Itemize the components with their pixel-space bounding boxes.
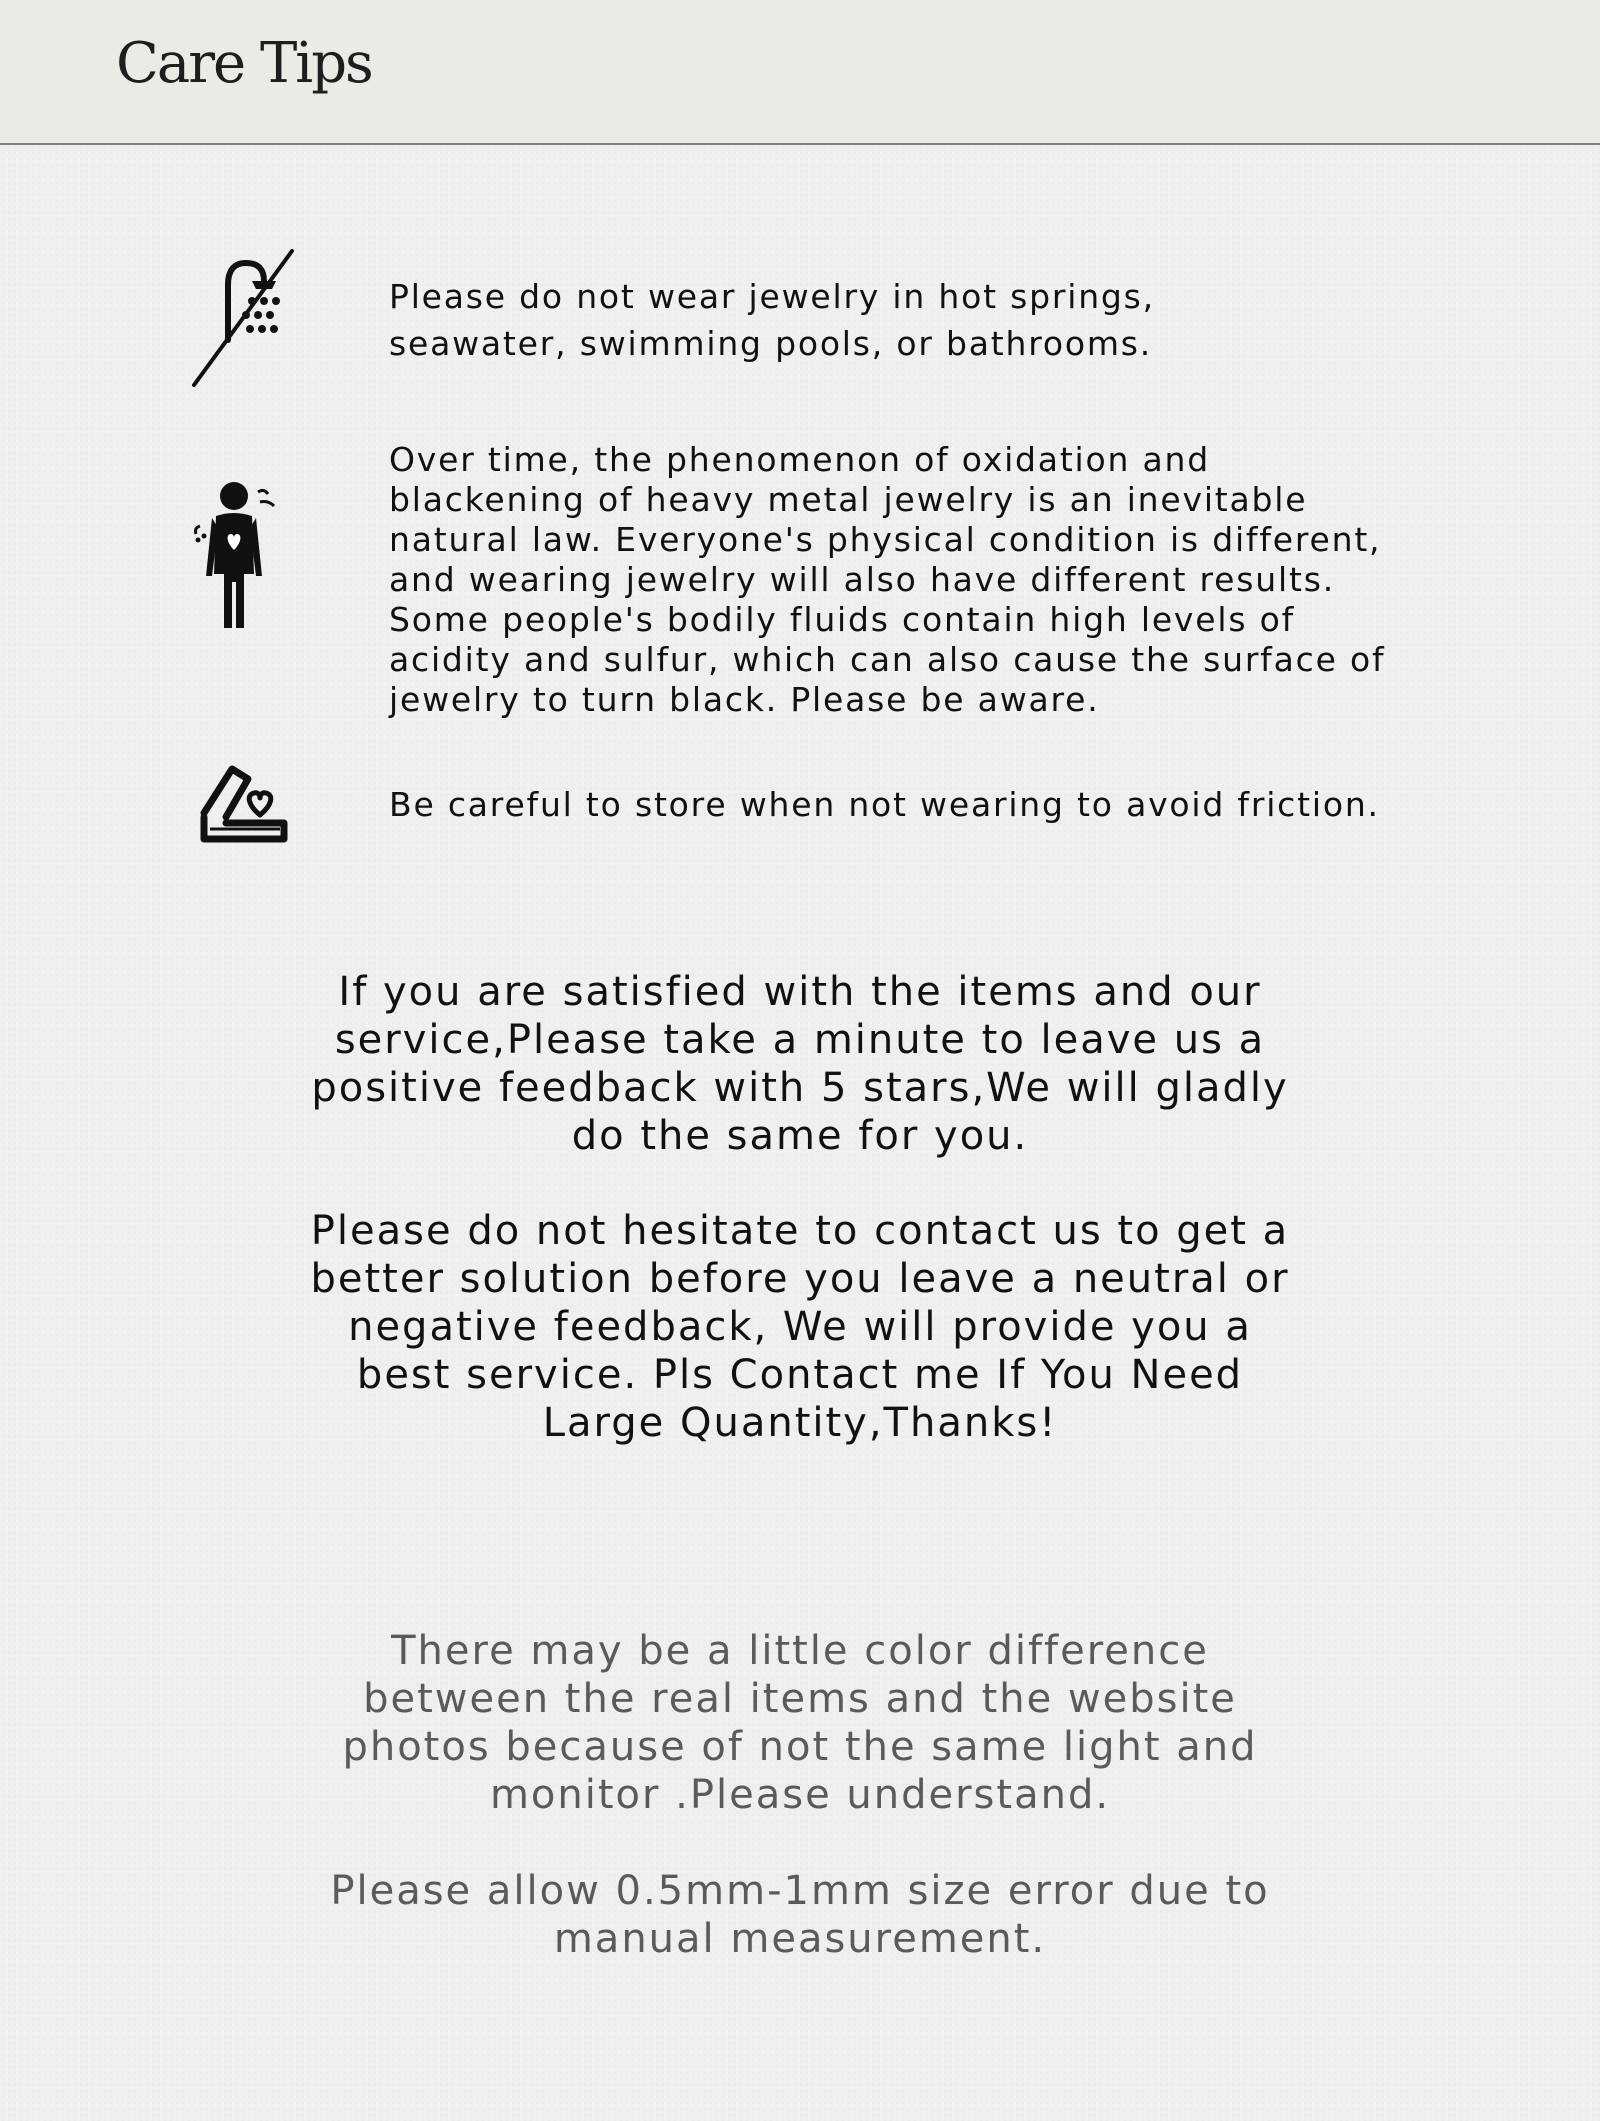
feedback-line: positive feedback with 5 stars,We will gladly bbox=[311, 1065, 1289, 1111]
tip-line: Be careful to store when not wearing to avoid friction. bbox=[389, 785, 1380, 824]
note-line: Please allow 0.5mm-1mm size error due to bbox=[330, 1868, 1270, 1914]
tip-line: and wearing jewelry will also have different results. bbox=[389, 560, 1335, 599]
care-tip-text bbox=[389, 440, 1429, 720]
tip-line: acidity and sulfur, which can also cause the surface of bbox=[389, 640, 1386, 679]
note-line: between the real items and the website bbox=[363, 1676, 1237, 1722]
note-line: manual measurement. bbox=[553, 1916, 1047, 1962]
feedback-line: negative feedback, We will provide you a bbox=[348, 1304, 1252, 1350]
care-tip-text bbox=[389, 273, 1429, 367]
tip-line: Over time, the phenomenon of oxidation and bbox=[389, 440, 1210, 479]
tip-line: jewelry to turn black. Please be aware. bbox=[389, 680, 1100, 719]
feedback-line: best service. Pls Contact me If You Need bbox=[356, 1352, 1244, 1398]
feedback-line: Please do not hesitate to contact us to get a bbox=[310, 1208, 1290, 1254]
page-header bbox=[0, 0, 1600, 145]
care-tip-storage bbox=[0, 755, 1600, 865]
jewelry-box-icon bbox=[196, 761, 290, 851]
tip-line: blackening of heavy metal jewelry is an inevitable bbox=[389, 480, 1308, 519]
tip-line: Please do not wear jewelry in hot springs, bbox=[389, 277, 1155, 316]
color-difference-note bbox=[240, 1627, 1360, 1819]
size-error-note bbox=[240, 1867, 1360, 1963]
no-shower-icon bbox=[186, 245, 296, 390]
feedback-line: service,Please take a minute to leave us a bbox=[334, 1017, 1266, 1063]
feedback-request bbox=[240, 968, 1360, 1160]
person-sweat-icon bbox=[190, 478, 280, 638]
tip-line: Some people's bodily fluids contain high levels of bbox=[389, 600, 1296, 639]
note-line: photos because of not the same light and bbox=[342, 1724, 1258, 1770]
feedback-line: If you are satisfied with the items and our bbox=[338, 969, 1262, 1015]
tip-line: seawater, swimming pools, or bathrooms. bbox=[389, 324, 1153, 363]
tip-line: natural law. Everyone's physical condition is different, bbox=[389, 520, 1382, 559]
care-tip-text bbox=[389, 785, 1429, 825]
feedback-line: better solution before you leave a neutral or bbox=[310, 1256, 1290, 1302]
feedback-line: do the same for you. bbox=[571, 1113, 1029, 1159]
note-line: monitor .Please understand. bbox=[489, 1772, 1111, 1818]
note-line: There may be a little color difference bbox=[391, 1628, 1209, 1674]
contact-request bbox=[240, 1207, 1360, 1447]
page-title: Care Tips bbox=[116, 31, 372, 96]
feedback-line: Large Quantity,Thanks! bbox=[542, 1400, 1058, 1446]
care-tip-water bbox=[0, 245, 1600, 395]
care-tip-oxidation bbox=[0, 440, 1600, 740]
